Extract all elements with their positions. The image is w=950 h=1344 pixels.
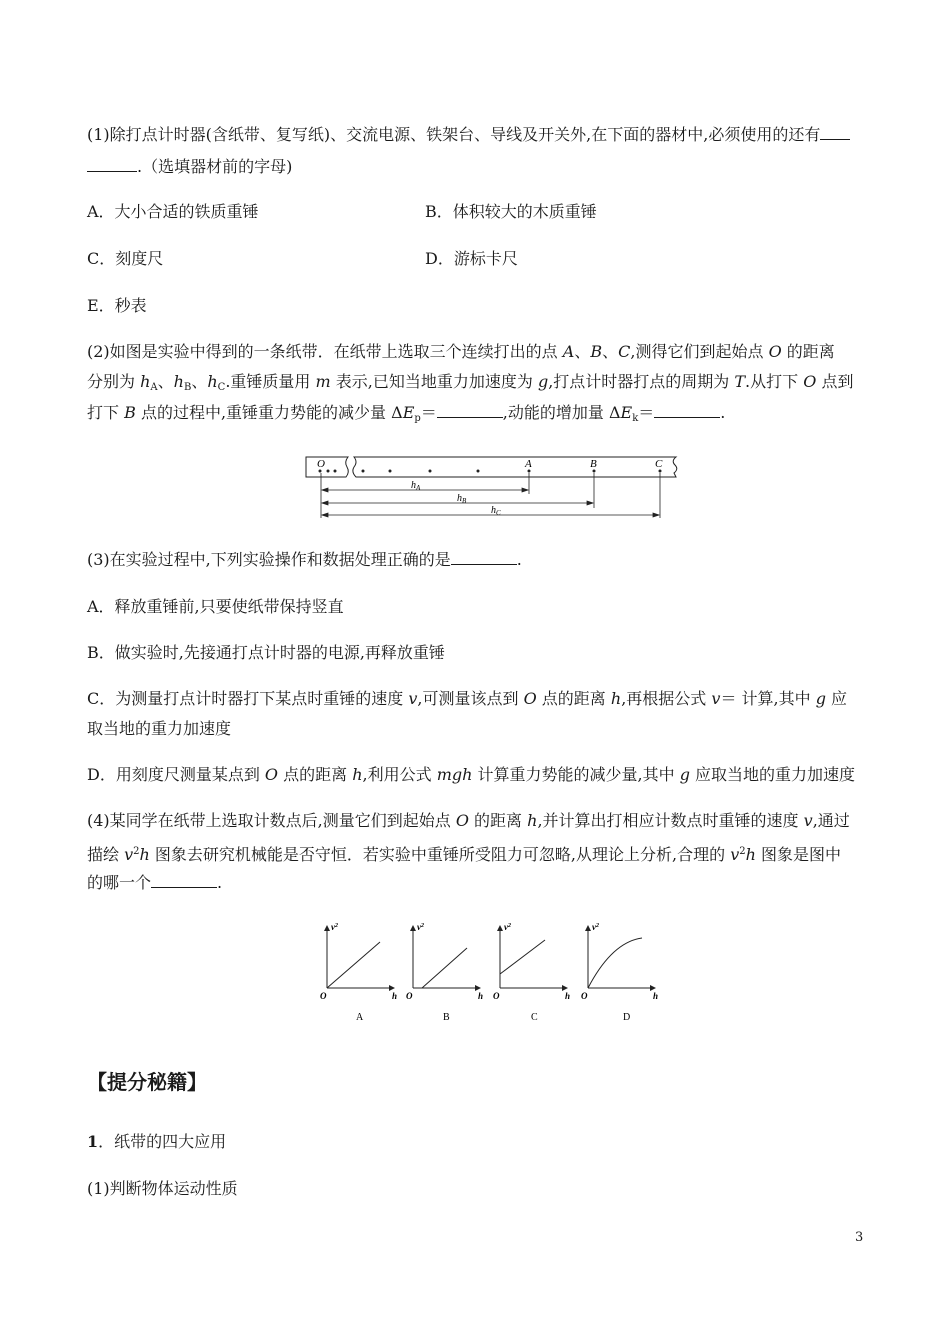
q3-option-d: D．用刻度尺测量某点到 O 点的距离 h,利用公式 mgh 计算重力势能的减少量,其中 g 应取当地的重力加速度 (87, 765, 856, 784)
q1-stem-line1: (1)除打点计时器(含纸带、复写纸)、交流电源、铁架台、导线及开关外,在下面的器材中,必须使用的还有 (87, 124, 850, 146)
graph-b (406, 922, 483, 1023)
svg-text:O: O (493, 991, 500, 1001)
graph-b-label: B (443, 1012, 450, 1023)
paper-tape (306, 457, 677, 477)
q3-option-c-line2: 取当地的重力加速度 (87, 719, 232, 738)
tape-label-c: C (655, 458, 663, 470)
q4-line3: 的哪一个 . (87, 873, 223, 892)
section-item-1-sub: (1)判断物体运动性质 (87, 1179, 238, 1198)
measure-label-ha: $h_A$ (411, 480, 421, 492)
tape-dot (477, 470, 480, 473)
graph-c-label: C (531, 1012, 538, 1023)
q3-stem: (3)在实验过程中,下列实验操作和数据处理正确的是 . (87, 550, 522, 569)
q4-line1: (4)某同学在纸带上选取计数点后,测量它们到起始点 O 的距离 h,并计算出打相应计数点时重锤的速度 v,通过 (87, 811, 850, 830)
svg-text:v2: $v^2$ (504, 922, 511, 932)
graph-d-label: D (623, 1012, 631, 1023)
page-number: 3 (855, 1230, 864, 1245)
measure-ha (322, 488, 528, 492)
measure-label-hc: $h_C$ (491, 505, 501, 517)
q3-option-c-line1: C．为测量打点计时器打下某点时重锤的速度 v,可测量该点到 O 点的距离 h,再根据公式 v＝ 计算,其中 g 应 (87, 689, 848, 708)
tape-label-b: B (590, 458, 597, 470)
svg-text:h: h (392, 991, 398, 1001)
svg-text:h: h (653, 991, 659, 1001)
svg-text:v2: $v^2$ (417, 922, 424, 932)
q1-option-b: B．体积较大的木质重锤 (425, 202, 597, 221)
graph-a (320, 922, 397, 1023)
graph-c-line (500, 940, 545, 974)
section-title: 【提分秘籍】 (87, 1070, 207, 1094)
q3-option-b: B．做实验时,先接通打点计时器的电源,再释放重锤 (87, 643, 445, 662)
q2-line2: 分别为 $h_A$、$h_B$、$h_C$.重锤质量用 m 表示,已知当地重力加速度为 g,打点计时器打点的周期为 T.从打下 O 点到 (87, 372, 854, 393)
tape-dot (429, 470, 432, 473)
tape-label-o: O (317, 458, 325, 470)
svg-text:O: O (581, 991, 588, 1001)
graph-a-label: A (356, 1012, 364, 1023)
graph-b-line (422, 948, 467, 988)
q2-line1: (2)如图是实验中得到的一条纸带．在纸带上选取三个连续打出的点 A、B、C,测得它们到起始点 O 的距离 (87, 342, 835, 361)
q2-line3: 打下 B 点的过程中,重锤重力势能的减少量 $\Delta E_p=$ ,动能的增加量 $\Delta E_k=$ . (87, 403, 726, 424)
graph-d (581, 922, 658, 1023)
tape-dot (334, 470, 337, 473)
tape-label-a: A (525, 458, 532, 470)
svg-text:O: O (406, 991, 413, 1001)
svg-text:h: h (565, 991, 571, 1001)
svg-text:O: O (320, 991, 327, 1001)
graph-a-line (327, 942, 380, 988)
q3-option-a: A．释放重锤前,只要使纸带保持竖直 (87, 597, 344, 616)
q1-option-d: D．游标卡尺 (425, 249, 518, 268)
tape-dot (362, 470, 365, 473)
section-item-1: 1．纸带的四大应用 (87, 1132, 227, 1151)
measure-label-hb: $h_B$ (457, 493, 467, 505)
q1-stem-line2: .（选填器材前的字母) (87, 156, 292, 178)
q1-option-e: E．秒表 (87, 296, 147, 315)
paper-tape-figure (300, 450, 685, 522)
svg-text:v2: $v^2$ (331, 922, 338, 932)
graph-c (493, 922, 570, 1023)
svg-text:h: h (478, 991, 484, 1001)
q1-option-a: A．大小合适的铁质重锤 (87, 202, 259, 221)
q4-line2: 描绘 $v^2h$ 图象去研究机械能是否守恒．若实验中重锤所受阻力可忽略,从理论上分析,合理的 $v^2h$ 图象是图中 (87, 845, 842, 864)
v2-h-graphs-figure (312, 918, 672, 1028)
graph-d-curve (588, 938, 642, 988)
tape-dot (327, 470, 330, 473)
q1-option-c: C．刻度尺 (87, 249, 164, 268)
svg-text:v2: $v^2$ (592, 922, 599, 932)
tape-dot (389, 470, 392, 473)
